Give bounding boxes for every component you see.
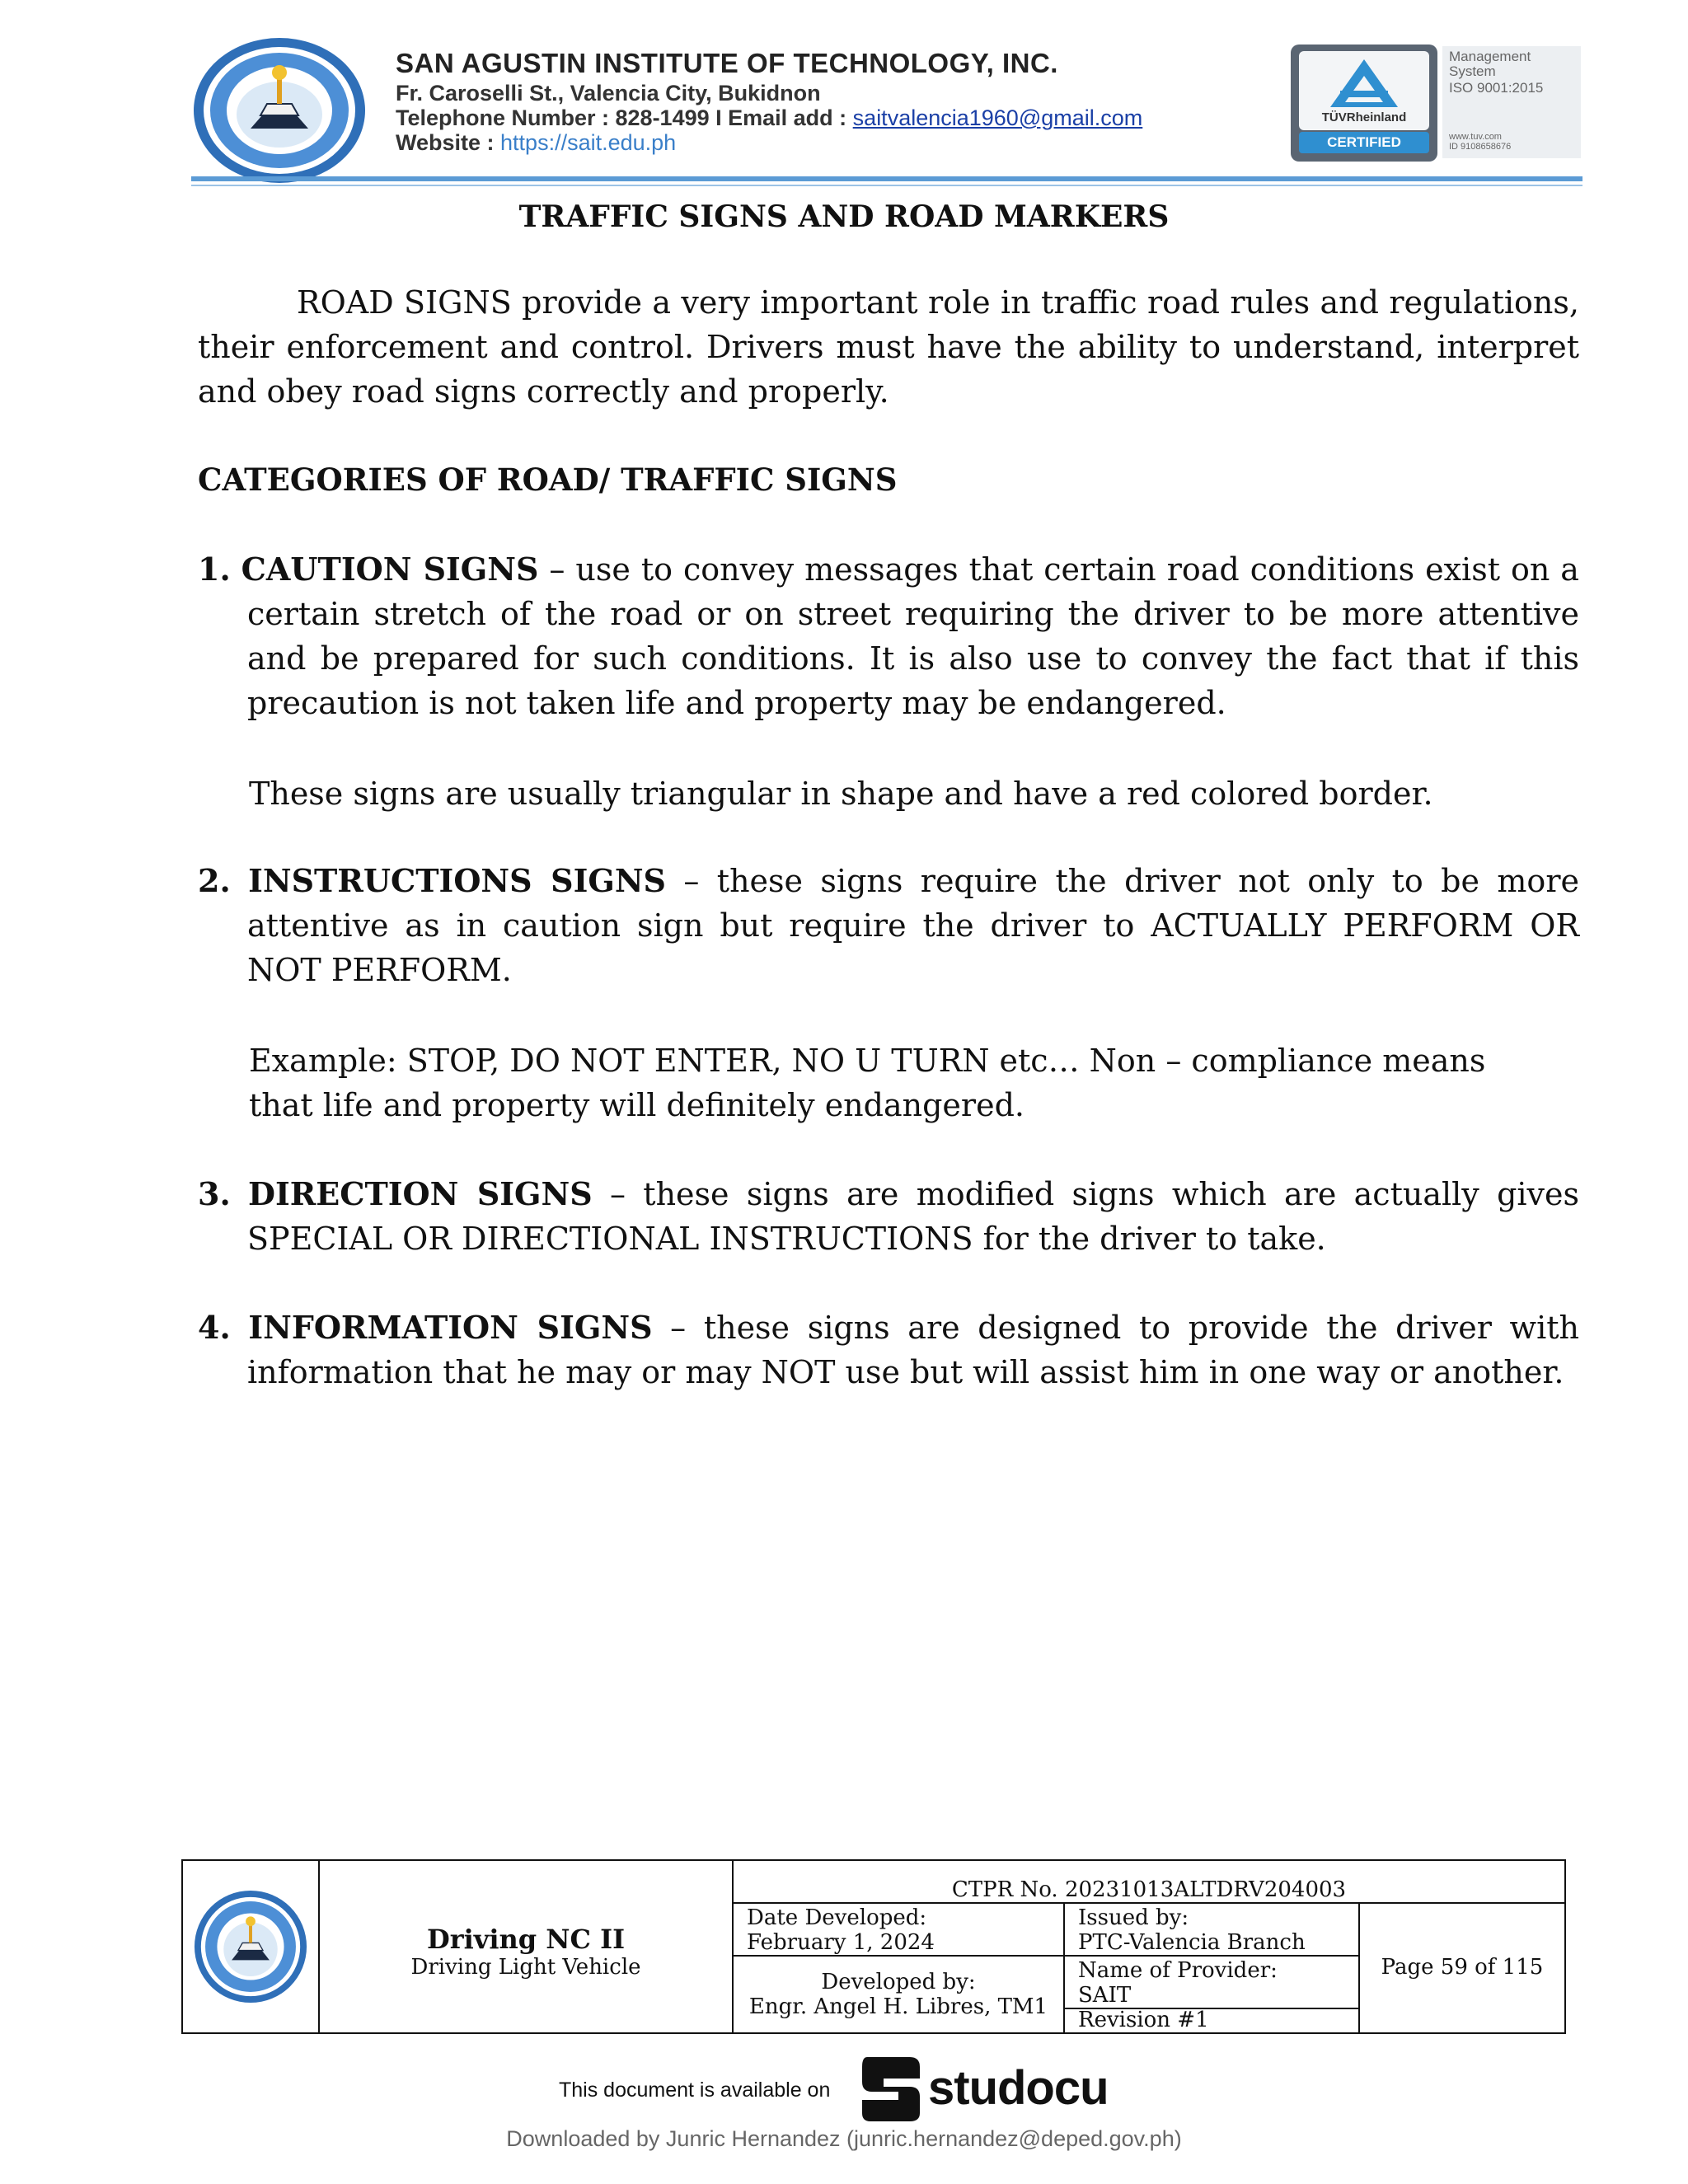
- instruction-example-line2: that life and property will definitely endangered.: [249, 1087, 1025, 1123]
- item-term: DIRECTION SIGNS: [247, 1175, 593, 1212]
- item-text: – these signs are designed to provide the driver with information that he may or may NOT use but will assist him in one way or another.: [247, 1310, 1579, 1390]
- categories-heading: CATEGORIES OF ROAD/ TRAFFIC SIGNS: [198, 462, 898, 498]
- institution-website: [396, 130, 676, 156]
- item-term: CAUTION SIGNS: [241, 551, 539, 588]
- page-number: Page 59 of 115: [1381, 1955, 1544, 1980]
- tuv-certificate-badge: [1291, 45, 1437, 162]
- item-term: INSTRUCTIONS SIGNS: [248, 862, 666, 899]
- document-control-table: [181, 1859, 1566, 2034]
- item-number: 1.: [198, 551, 231, 588]
- institution-address: Fr. Caroselli St., Valencia City, Bukidnon: [396, 81, 821, 105]
- item-text: – these signs are modified signs which are actually gives SPECIAL OR DIRECTIONAL INSTRUCTIONS for the driver to take.: [247, 1176, 1579, 1257]
- direction-signs-item: [198, 1172, 1579, 1261]
- website-link[interactable]: https://sait.edu.ph: [500, 130, 677, 155]
- ctpr-number: CTPR No. 20231013ALTDRV204003: [951, 1877, 1347, 1902]
- telephone-text: Telephone Number : 828-1499 I Email add :: [396, 105, 853, 130]
- sait-seal-logo: [193, 1889, 308, 2004]
- institution-name: SAN AGUSTIN INSTITUTE OF TECHNOLOGY, INC.: [396, 48, 1058, 78]
- footer-course-cell: [320, 1861, 734, 2032]
- provider-cell: [1065, 1957, 1360, 2009]
- iso-standard: ISO 9001:2015: [1449, 80, 1544, 96]
- website-label: Website :: [396, 130, 501, 155]
- instruction-example-line1: Example: STOP, DO NOT ENTER, NO U TURN etc… Non – compliance means: [249, 1043, 1486, 1079]
- issued-value: PTC-Valencia Branch: [1078, 1930, 1306, 1955]
- page-number-cell: [1360, 1904, 1564, 2032]
- item-term: INFORMATION SIGNS: [248, 1309, 653, 1346]
- date-value: February 1, 2024: [747, 1930, 935, 1955]
- date-label: Date Developed:: [747, 1905, 927, 1930]
- sait-seal-logo: [191, 36, 368, 185]
- tuv-brand: TÜVRheinland: [1321, 110, 1407, 124]
- revision-value: Revision #1: [1078, 2008, 1209, 2032]
- studocu-logo-icon: [859, 2054, 923, 2126]
- instruction-signs-item: [198, 859, 1579, 992]
- revision-cell: [1065, 2009, 1360, 2032]
- item-number: 4.: [198, 1309, 231, 1346]
- tuv-triangle-logo: [1299, 54, 1429, 112]
- developed-value: Engr. Angel H. Libres, TM1: [748, 1994, 1048, 2019]
- intro-paragraph: ROAD SIGNS provide a very important role in traffic road rules and regulations, their enforcement and control. Drivers must have the ability to understand, interpret and obey road signs correctly and properly.: [198, 284, 1579, 410]
- item-number: 3.: [198, 1175, 231, 1212]
- ctpr-cell: [734, 1861, 1564, 1904]
- developed-label: Developed by:: [821, 1970, 976, 1994]
- email-link[interactable]: saitvalencia1960@gmail.com: [852, 105, 1143, 130]
- issued-label: Issued by:: [1078, 1905, 1189, 1930]
- issued-by-cell: [1065, 1904, 1360, 1957]
- iso-management: Management: [1449, 49, 1531, 64]
- information-signs-item: [198, 1305, 1579, 1394]
- certified-label: CERTIFIED: [1299, 132, 1429, 153]
- provider-label: Name of Provider:: [1078, 1958, 1278, 1983]
- header-divider-thin: [191, 185, 1582, 186]
- downloaded-by-text: Downloaded by Junric Hernandez (junric.hernandez@deped.gov.ph): [506, 2126, 1182, 2151]
- item-text: – use to convey messages that certain road conditions exist on a certain stretch of the road or on street requiring the driver to be more attentive and be prepared for such conditions. It is also use to convey the fact that if this precaution is not taken life and property may be endangered.: [247, 551, 1579, 721]
- item-text: – these signs require the driver not only to be more attentive as in caution sign but require the driver to ACTUALLY PERFORM OR NOT PERFORM.: [247, 863, 1579, 988]
- page-title: TRAFFIC SIGNS AND ROAD MARKERS: [518, 199, 1170, 234]
- tuv-url: www.tuv.com: [1449, 132, 1502, 142]
- course-subtitle: Driving Light Vehicle: [410, 1955, 641, 1980]
- course-title: Driving NC II: [426, 1924, 626, 1955]
- institution-contact: [396, 105, 1142, 131]
- developed-by-cell: [734, 1957, 1065, 2032]
- iso-info-panel: [1442, 46, 1581, 158]
- header-divider: [191, 176, 1582, 181]
- caution-signs-item: [198, 547, 1579, 725]
- footer-logo-cell: [183, 1861, 320, 2032]
- available-text: This document is available on: [559, 2079, 831, 2102]
- item-number: 2.: [198, 862, 231, 899]
- date-developed-cell: [734, 1904, 1065, 1957]
- studocu-brand[interactable]: studocu: [928, 2061, 1109, 2115]
- provider-value: SAIT: [1078, 1983, 1132, 2008]
- caution-signs-note: These signs are usually triangular in shape and have a red colored border.: [249, 776, 1433, 812]
- iso-system: System: [1449, 63, 1496, 79]
- tuv-id: ID 9108658676: [1449, 142, 1512, 152]
